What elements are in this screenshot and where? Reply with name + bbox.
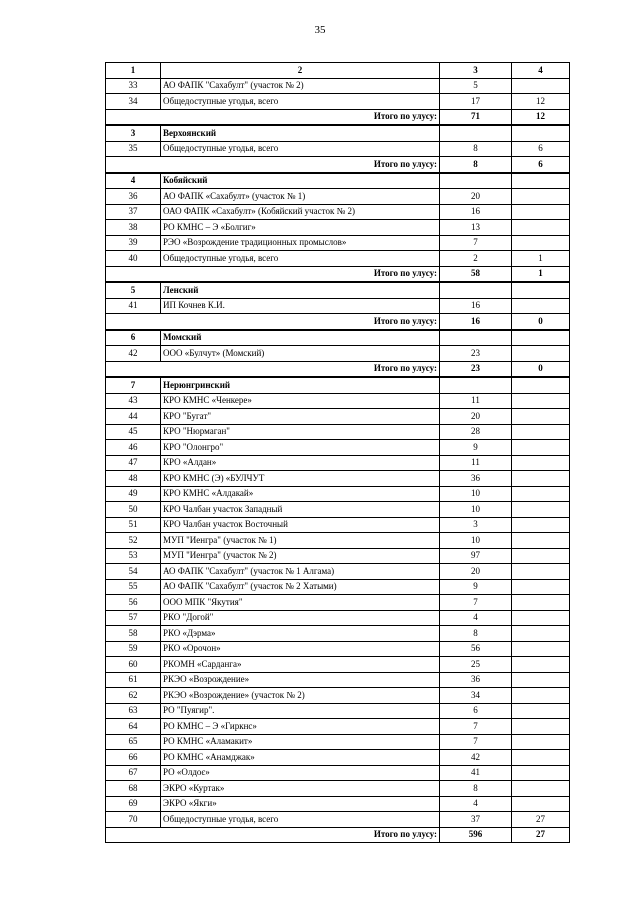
value-col-3: 3 [440,517,512,533]
organization-name: РКЭО «Возрождение» [161,672,440,688]
value-col-4 [512,502,570,518]
organization-name: КРО Чалбан участок Западный [161,502,440,518]
empty-cell [440,330,512,346]
table-row [106,595,570,611]
total-col-4: 6 [512,157,570,173]
value-col-3: 4 [440,796,512,812]
row-number: 44 [106,409,161,425]
table-row [106,812,570,828]
value-col-3: 28 [440,424,512,440]
value-col-4 [512,393,570,409]
value-col-3: 6 [440,703,512,719]
value-col-4 [512,564,570,580]
organization-name: РО "Пуягир". [161,703,440,719]
empty-cell [440,125,512,141]
organization-name: КРО Чалбан участок Восточный [161,517,440,533]
value-col-3: 23 [440,346,512,362]
table-row [106,141,570,157]
row-number: 62 [106,688,161,704]
total-col-4: 0 [512,314,570,330]
district-total-row [106,827,570,843]
row-number: 43 [106,393,161,409]
total-col-4: 12 [512,109,570,125]
total-label: Итого по улусу: [106,314,440,330]
value-col-3: 2 [440,251,512,267]
value-col-3: 20 [440,189,512,205]
row-number: 42 [106,346,161,362]
table-row [106,610,570,626]
value-col-3: 97 [440,548,512,564]
value-col-4 [512,533,570,549]
value-col-3: 41 [440,765,512,781]
total-col-3: 71 [440,109,512,125]
row-number: 46 [106,440,161,456]
organization-name: РКО «Орочон» [161,641,440,657]
total-col-4: 27 [512,827,570,843]
total-label: Итого по улусу: [106,157,440,173]
value-col-3: 36 [440,471,512,487]
row-number: 54 [106,564,161,580]
row-number: 48 [106,471,161,487]
organization-name: КРО КМНС «Алдакай» [161,486,440,502]
table-row [106,393,570,409]
total-col-4: 0 [512,361,570,377]
table-row [106,688,570,704]
organization-name: МУП "Иенгра" (участок № 1) [161,533,440,549]
row-number: 40 [106,251,161,267]
value-col-4 [512,517,570,533]
value-col-3: 25 [440,657,512,673]
page-number: 35 [314,24,326,36]
value-col-3: 8 [440,781,512,797]
organization-name: РО КМНС «Анамджак» [161,750,440,766]
header-col-2: 2 [161,63,440,79]
district-number: 6 [106,330,161,346]
value-col-4 [512,641,570,657]
total-label: Итого по улусу: [106,109,440,125]
district-row [106,125,570,141]
value-col-3: 11 [440,393,512,409]
district-number: 5 [106,282,161,298]
district-name: Верхоянский [161,125,440,141]
value-col-3: 7 [440,235,512,251]
district-name: Ленский [161,282,440,298]
value-col-4 [512,486,570,502]
row-number: 59 [106,641,161,657]
table-row [106,517,570,533]
value-col-3: 37 [440,812,512,828]
table-row [106,298,570,314]
total-col-3: 8 [440,157,512,173]
value-col-4 [512,189,570,205]
row-number: 33 [106,78,161,94]
value-col-4 [512,579,570,595]
organization-name: КРО "Олонгро" [161,440,440,456]
row-number: 69 [106,796,161,812]
district-row [106,377,570,393]
organization-name: РО КМНС – Э «Болгиг» [161,220,440,236]
value-col-4 [512,409,570,425]
value-col-4 [512,750,570,766]
district-total-row [106,266,570,282]
value-col-3: 42 [440,750,512,766]
row-number: 58 [106,626,161,642]
value-col-3: 4 [440,610,512,626]
table-row [106,189,570,205]
organization-name: ОАО ФАПК «Сахабулт» (Кобяйский участок № 2) [161,204,440,220]
value-col-3: 11 [440,455,512,471]
value-col-4 [512,734,570,750]
row-number: 39 [106,235,161,251]
value-col-3: 7 [440,719,512,735]
district-row [106,282,570,298]
value-col-4 [512,672,570,688]
organization-name: ЭКРО «Якги» [161,796,440,812]
row-number: 65 [106,734,161,750]
value-col-4 [512,220,570,236]
value-col-4 [512,424,570,440]
row-number: 55 [106,579,161,595]
row-number: 64 [106,719,161,735]
table-row [106,409,570,425]
value-col-4 [512,548,570,564]
land-allocation-table [105,62,570,843]
value-col-4 [512,298,570,314]
row-number: 38 [106,220,161,236]
row-number: 57 [106,610,161,626]
row-number: 34 [106,94,161,110]
row-number: 36 [106,189,161,205]
total-col-3: 58 [440,266,512,282]
value-col-3: 7 [440,734,512,750]
row-number: 50 [106,502,161,518]
value-col-3: 20 [440,564,512,580]
row-number: 37 [106,204,161,220]
row-number: 66 [106,750,161,766]
organization-name: Общедоступные угодья, всего [161,812,440,828]
table-row [106,455,570,471]
organization-name: КРО КМНС «Ченкере» [161,393,440,409]
organization-name: АО ФАПК "Сахабулт" (участок № 1 Алгама) [161,564,440,580]
organization-name: РКОМН «Сарданга» [161,657,440,673]
row-number: 49 [106,486,161,502]
value-col-3: 8 [440,626,512,642]
total-col-3: 23 [440,361,512,377]
row-number: 53 [106,548,161,564]
table-row [106,781,570,797]
row-number: 67 [106,765,161,781]
table-row [106,424,570,440]
organization-name: АО ФАПК "Сахабулт" (участок № 2 Хатыми) [161,579,440,595]
table-row [106,204,570,220]
organization-name: МУП "Иенгра" (участок № 2) [161,548,440,564]
value-col-4 [512,78,570,94]
value-col-4 [512,626,570,642]
header-col-1: 1 [106,63,161,79]
table-row [106,548,570,564]
table-row [106,750,570,766]
empty-cell [512,377,570,393]
value-col-4 [512,471,570,487]
organization-name: КРО «Алдан» [161,455,440,471]
table-row [106,672,570,688]
value-col-3: 13 [440,220,512,236]
row-number: 51 [106,517,161,533]
header-col-3: 3 [440,63,512,79]
value-col-4 [512,204,570,220]
total-label: Итого по улусу: [106,361,440,377]
value-col-3: 10 [440,502,512,518]
value-col-4 [512,688,570,704]
row-number: 61 [106,672,161,688]
value-col-4: 27 [512,812,570,828]
empty-cell [440,282,512,298]
value-col-4 [512,657,570,673]
empty-cell [440,173,512,189]
table-row [106,220,570,236]
table-row [106,471,570,487]
table-row [106,78,570,94]
value-col-4: 6 [512,141,570,157]
district-total-row [106,109,570,125]
table-header-row [106,63,570,79]
value-col-3: 36 [440,672,512,688]
organization-name: АО ФАПК "Сахабулт" (участок № 2) [161,78,440,94]
table-row [106,502,570,518]
value-col-3: 20 [440,409,512,425]
value-col-4 [512,455,570,471]
organization-name: КРО "Бугат" [161,409,440,425]
row-number: 56 [106,595,161,611]
row-number: 35 [106,141,161,157]
empty-cell [512,282,570,298]
empty-cell [512,125,570,141]
header-col-4: 4 [512,63,570,79]
organization-name: РКЭО «Возрождение» (участок № 2) [161,688,440,704]
table-row [106,564,570,580]
organization-name: АО ФАПК «Сахабулт» (участок № 1) [161,189,440,205]
district-number: 4 [106,173,161,189]
total-col-3: 596 [440,827,512,843]
total-label: Итого по улусу: [106,827,440,843]
organization-name: РО «Олдоє» [161,765,440,781]
value-col-4 [512,610,570,626]
value-col-4 [512,796,570,812]
value-col-3: 16 [440,204,512,220]
value-col-4 [512,719,570,735]
district-name: Момский [161,330,440,346]
organization-name: ООО «Булчут» (Момский) [161,346,440,362]
district-total-row [106,314,570,330]
value-col-4 [512,440,570,456]
row-number: 52 [106,533,161,549]
table-row [106,796,570,812]
organization-name: ЭКРО «Куртак» [161,781,440,797]
value-col-4 [512,235,570,251]
organization-name: РО КМНС – Э «Гиркнс» [161,719,440,735]
value-col-3: 5 [440,78,512,94]
organization-name: Общедоступные угодья, всего [161,141,440,157]
total-col-4: 1 [512,266,570,282]
row-number: 41 [106,298,161,314]
value-col-3: 10 [440,486,512,502]
organization-name: Общедоступные угодья, всего [161,94,440,110]
value-col-3: 16 [440,298,512,314]
organization-name: РКО «Дэрма» [161,626,440,642]
value-col-3: 8 [440,141,512,157]
district-total-row [106,361,570,377]
table-row [106,734,570,750]
empty-cell [440,377,512,393]
organization-name: Общедоступные угодья, всего [161,251,440,267]
organization-name: ИП Кочнев К.И. [161,298,440,314]
value-col-3: 10 [440,533,512,549]
value-col-3: 56 [440,641,512,657]
empty-cell [512,173,570,189]
value-col-3: 9 [440,440,512,456]
table-row [106,486,570,502]
table-row [106,533,570,549]
district-number: 7 [106,377,161,393]
value-col-3: 34 [440,688,512,704]
value-col-4 [512,703,570,719]
row-number: 70 [106,812,161,828]
table-row [106,703,570,719]
table-row [106,235,570,251]
value-col-4 [512,765,570,781]
organization-name: РО КМНС «Аламакит» [161,734,440,750]
row-number: 60 [106,657,161,673]
value-col-4 [512,781,570,797]
district-row [106,173,570,189]
row-number: 47 [106,455,161,471]
table-row [106,251,570,267]
table-row [106,346,570,362]
table-row [106,579,570,595]
table-row [106,765,570,781]
row-number: 45 [106,424,161,440]
table-row [106,440,570,456]
district-name: Нерюнгринский [161,377,440,393]
district-name: Кобяйский [161,173,440,189]
organization-name: РЭО «Возрождение традиционных промыслов» [161,235,440,251]
row-number: 68 [106,781,161,797]
table-row [106,626,570,642]
organization-name: ООО МПК "Якутия" [161,595,440,611]
value-col-4 [512,595,570,611]
table-row [106,94,570,110]
table-row [106,641,570,657]
value-col-4: 12 [512,94,570,110]
total-col-3: 16 [440,314,512,330]
district-number: 3 [106,125,161,141]
organization-name: РКО "Догой" [161,610,440,626]
organization-name: КРО "Нюрмаган" [161,424,440,440]
value-col-4 [512,346,570,362]
table-row [106,719,570,735]
district-row [106,330,570,346]
value-col-4: 1 [512,251,570,267]
table-row [106,657,570,673]
value-col-3: 7 [440,595,512,611]
empty-cell [512,330,570,346]
total-label: Итого по улусу: [106,266,440,282]
organization-name: КРО КМНС (Э) «БУЛЧУТ [161,471,440,487]
value-col-3: 17 [440,94,512,110]
row-number: 63 [106,703,161,719]
value-col-3: 9 [440,579,512,595]
district-total-row [106,157,570,173]
